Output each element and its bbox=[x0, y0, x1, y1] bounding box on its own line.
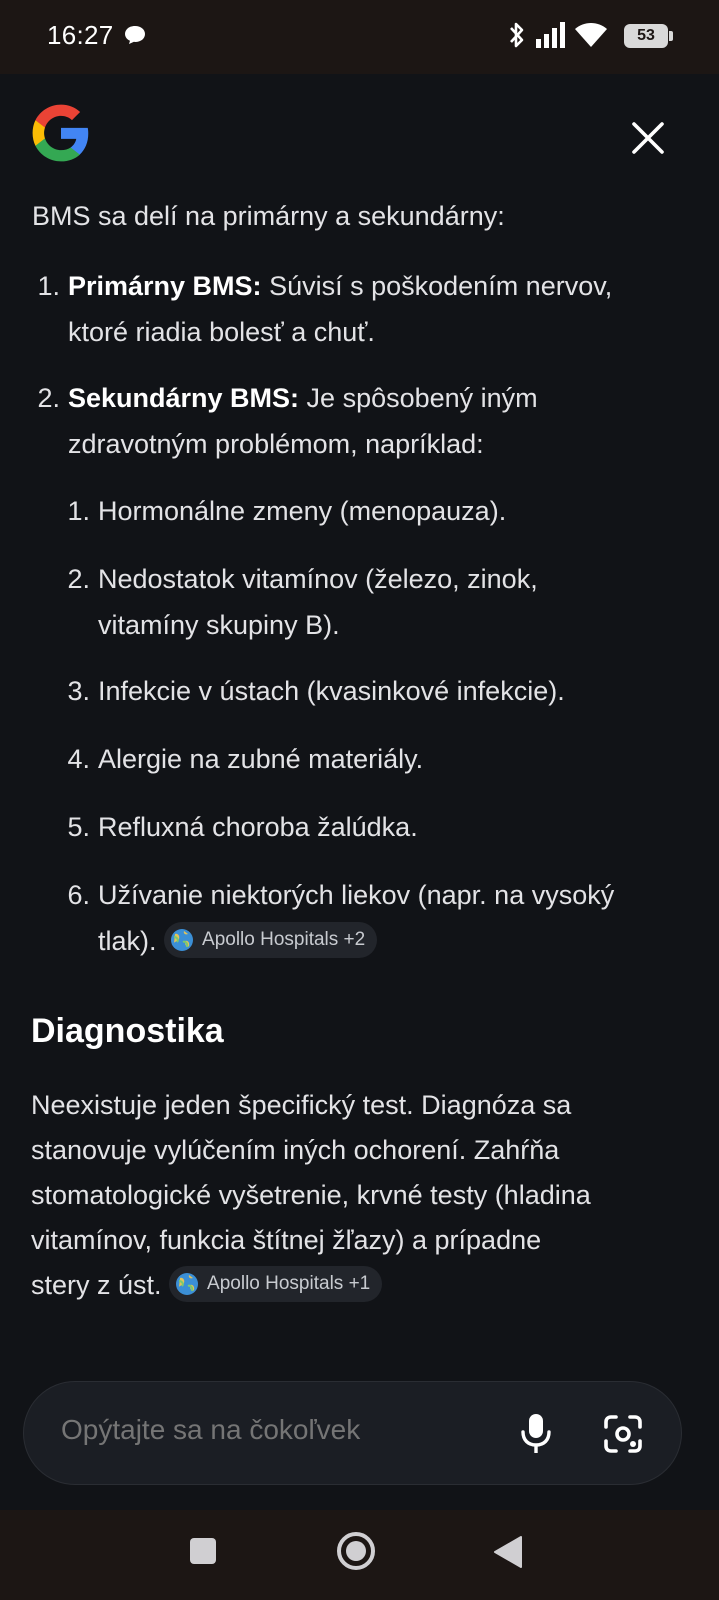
list-item bbox=[0, 263, 719, 355]
sublist-item bbox=[0, 872, 719, 964]
paragraph-line: Neexistuje jeden špecifický test. Diagnóza sa bbox=[31, 1090, 572, 1120]
navigation-bar bbox=[0, 1510, 719, 1600]
bluetooth-icon bbox=[507, 20, 527, 50]
chat-bubble-icon bbox=[124, 25, 146, 45]
back-button[interactable] bbox=[493, 1535, 523, 1569]
list-item-text: Užívanie niektorých liekov (napr. na vysoký bbox=[98, 880, 615, 910]
list-item-text: Nedostatok vitamínov (železo, zinok, bbox=[98, 564, 538, 594]
globe-icon bbox=[170, 928, 194, 952]
list-number: 4. bbox=[67, 744, 90, 774]
sublist-item bbox=[0, 736, 719, 782]
list-number: 5. bbox=[67, 812, 90, 842]
diagnosis-paragraph bbox=[31, 1083, 691, 1308]
sublist-item bbox=[0, 668, 719, 714]
list-item-text: Refluxná choroba žalúdka. bbox=[98, 812, 418, 842]
globe-icon bbox=[175, 1272, 199, 1296]
google-g-logo[interactable] bbox=[30, 102, 92, 164]
paragraph-line: stomatologické vyšetrenie, krvné testy (hladina bbox=[31, 1180, 591, 1210]
sublist-item bbox=[0, 488, 719, 534]
list-number: 1. bbox=[67, 496, 90, 526]
battery-level: 53 bbox=[637, 27, 655, 44]
list-item-text: vitamíny skupiny B). bbox=[98, 610, 340, 640]
source-chip[interactable] bbox=[169, 1266, 382, 1302]
list-item-text: Alergie na zubné materiály. bbox=[98, 744, 424, 774]
list-item-text: Súvisí s poškodením nervov, bbox=[261, 271, 613, 301]
close-icon[interactable] bbox=[628, 118, 668, 158]
google-lens-icon[interactable] bbox=[602, 1413, 644, 1455]
paragraph-line: stery z úst. bbox=[31, 1270, 162, 1300]
sublist-item bbox=[0, 804, 719, 850]
list-number: 3. bbox=[67, 676, 90, 706]
source-chip-label: Apollo Hospitals +2 bbox=[202, 928, 366, 950]
list-item-text: ktoré riadia bolesť a chuť. bbox=[68, 317, 375, 347]
recents-button[interactable] bbox=[189, 1537, 217, 1565]
list-item bbox=[0, 375, 719, 467]
wifi-icon bbox=[574, 22, 608, 48]
list-item-text: Infekcie v ústach (kvasinkové infekcie). bbox=[98, 676, 565, 706]
list-item-text: zdravotným problémom, napríklad: bbox=[68, 429, 484, 459]
list-item-text: Hormonálne zmeny (menopauza). bbox=[98, 496, 507, 526]
battery-icon bbox=[624, 24, 668, 48]
home-button[interactable] bbox=[336, 1531, 376, 1571]
list-number: 6. bbox=[67, 880, 90, 910]
list-number: 2. bbox=[67, 564, 90, 594]
sublist-item bbox=[0, 556, 719, 648]
list-item-text: Je spôsobený iným bbox=[299, 383, 538, 413]
paragraph-line: stanovuje vylúčením iných ochorení. Zahŕňa bbox=[31, 1135, 560, 1165]
status-bar bbox=[0, 0, 719, 74]
section-heading: Diagnostika bbox=[31, 1012, 224, 1050]
list-number: 1. bbox=[37, 271, 60, 301]
intro-text: BMS sa delí na primárny a sekundárny: bbox=[32, 201, 505, 231]
search-input[interactable] bbox=[61, 1414, 481, 1446]
microphone-icon[interactable] bbox=[518, 1412, 554, 1456]
source-chip[interactable] bbox=[164, 922, 377, 958]
search-box[interactable] bbox=[23, 1381, 682, 1485]
list-item-bold: Sekundárny BMS: bbox=[68, 383, 300, 413]
list-item-text: tlak). bbox=[98, 926, 157, 956]
list-item-bold: Primárny BMS: bbox=[68, 271, 262, 301]
signal-icon bbox=[536, 22, 566, 48]
source-chip-label: Apollo Hospitals +1 bbox=[207, 1273, 371, 1295]
list-number: 2. bbox=[37, 383, 60, 413]
status-time: 16:27 bbox=[47, 20, 114, 50]
paragraph-line: vitamínov, funkcia štítnej žľazy) a prípadne bbox=[31, 1225, 542, 1255]
